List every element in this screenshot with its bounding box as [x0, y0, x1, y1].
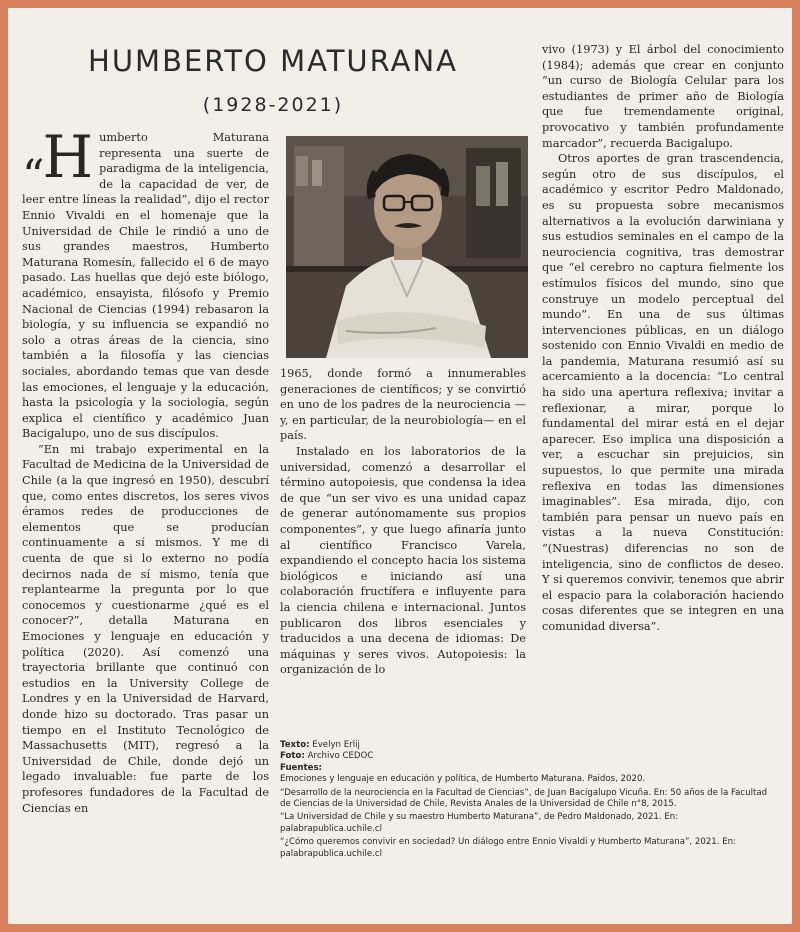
credit-label: Foto: [280, 751, 305, 762]
credit-value: Evelyn Erlij [312, 740, 360, 750]
paragraph: Otros aportes de gran trascendencia, según otro de sus discípulos, el académico y escritor Pedro Maldonado, es su propuesta sobre mecanismos alternativos a la evolución darwiniana y sus estudios seminales en el campo de la neurociencia cognitiva, tras demostrar que “el cerebro no captura fielmente los estímulos físicos del mundo, sino que construye un modelo perceptual del mundo”. En una de sus últimas intervenciones públicas, en un diálogo sostenido con Ennio Vivaldi en medio de la pandemia, Maturana resumió así su acercamiento a la docencia: “Lo central ha sido una apertura reflexiva; invitar a reflexionar, a mirar, porque lo fundamental del mirar está en el dejar aparecer. Eso implica una disposición a ver, a escuchar sin prejuicios, sin supuestos, lo que permite una mirada reflexiva en todas las dimensiones imaginables”. Esa mirada, dijo, con también para pensar un nuevo país en vistas a la nueva Constitución: “(Nuestras) diferencias no son de inteligencia, sino de conflictos de deseo. Y si queremos convivir, tenemos que abrir el espacio para la colaboración haciendo cosas diferentes que se integren en una comunidad diversa”. [542, 152, 784, 633]
article-column-1 [22, 123, 269, 816]
paragraph-text: umberto Maturana representa una suerte de paradigma de la inteligencia, de la capacidad de ver, de leer entre líneas la realidad”, dijo el rector Ennio Vivaldi en el homenaje que la Universidad de Chile le rindió a uno de sus grandes maestros, Humberto Maturana Romesín, fallecido el 6 de mayo pasado. Las huellas que dejó este biólogo, académico, ensayista, filósofo y Premio Nacional de Ciencias (1994) rebasaron la biología, y su influencia se expandió no solo a otras áreas de la ciencia, sino también a la filosofía y las ciencias sociales, abordando temas que van desde las emociones, el lenguaje y la educación, hasta la psicología y la sociología, según explica el científico y académico Juan Bacigalupo, uno de sus discípulos. [22, 131, 269, 441]
article-column-2 [280, 366, 526, 678]
drop-cap-letter: H [42, 123, 94, 191]
credit-value: Archivo CEDOC [307, 751, 374, 762]
article-column-3 [542, 42, 784, 635]
sources-label: Fuentes: [280, 762, 322, 773]
paragraph: “En mi trabajo experimental en la Facultad de Medicina de la Universidad de Chile (a la que ingresó en 1950), descubrí que, como entes discretos, los seres vivos éramos redes de producciones de elementos que se producían continuamente a sí mismos. Y me di cuenta de que si lo externo no podía decirnos nada de sí mismo, tenía que replantearme la pregunta por lo que conocemos y cuestionarme ¿qué es el conocer?”, detalla Maturana en Emociones y lenguaje en educación y política (2020). Así comenzó una trayectoria brillante que continuó con estudios en la University College de Londres y en la Universidad de Harvard, donde hizo su doctorado. Tras pasar un tiempo en el Instituto Tecnológico de Massachusetts (MIT), regresó a la Universidad de Chile, donde dejó un legado invaluable: fue parte de los profesores fundadores de la Facultad de Ciencias en [22, 442, 269, 815]
paragraph: vivo (1973) y El árbol del conocimiento (1984); además que crear en conjunto “un curso de Biología Celular para los estudiantes de primer año de Biología que fue tremendamente original, provocativo y también profundamente marcador”, recuerda Bacigalupo. [542, 43, 784, 150]
portrait-photo [286, 136, 528, 358]
source-item: “La Universidad de Chile y su maestro Humberto Maturana”, de Pedro Maldonado, 2021. En: palabrapublica.uchile.cl [280, 812, 679, 834]
photo-credit [280, 751, 780, 762]
paragraph: 1965, donde formó a innumerables generaciones de científicos; y se convirtió en uno de los padres de la neurociencia —y, en particular, de la neurobiología— en el país. [280, 367, 526, 443]
source-item: “Desarrollo de la neurociencia en la Facultad de Ciencias”, de Juan Bacigalupo Vicuña. En: 50 años de la Facultad de Ciencias de la Universidad de Chile, Revista Anales de la Universidad de Chile n°8, 2015. [280, 787, 768, 810]
source-item: Emociones y lenguaje en educación y política, de Humberto Maturana. Paidos, 2020. [280, 774, 646, 785]
magazine-page [8, 8, 792, 924]
paragraph [22, 123, 269, 442]
credit-label: Texto: [280, 740, 310, 750]
portrait-image [286, 136, 528, 358]
article-title: HUMBERTO MATURANA [88, 44, 458, 78]
open-quote: “ [22, 151, 45, 202]
text-credit [280, 740, 780, 751]
credits-block [280, 740, 780, 862]
drop-cap [22, 123, 94, 202]
paragraph: Instalado en los laboratorios de la universidad, comenzó a desarrollar el término autopoiesis, que condensa la idea de que “un ser vivo es una unidad capaz de generar autónomamente sus propios componentes”, y que luego afinaría junto al científico Francisco Varela, expandiendo el concepto hacia los sistema biológicos e iniciando así una colaboración fructífera e influyente para la ciencia chilena e internacional. Juntos publicaron dos libros esenciales y traducidos a una decena de idiomas: De máquinas y seres vivos. Autopoiesis: la organización de lo [280, 444, 526, 677]
article-years: (1928-2021) [202, 94, 344, 116]
source-item: “¿Cómo queremos convivir en sociedad? Un diálogo entre Ennio Vivaldi y Humberto Maturana”, 2021. En: palabrapublica.uchile.cl [280, 837, 736, 859]
